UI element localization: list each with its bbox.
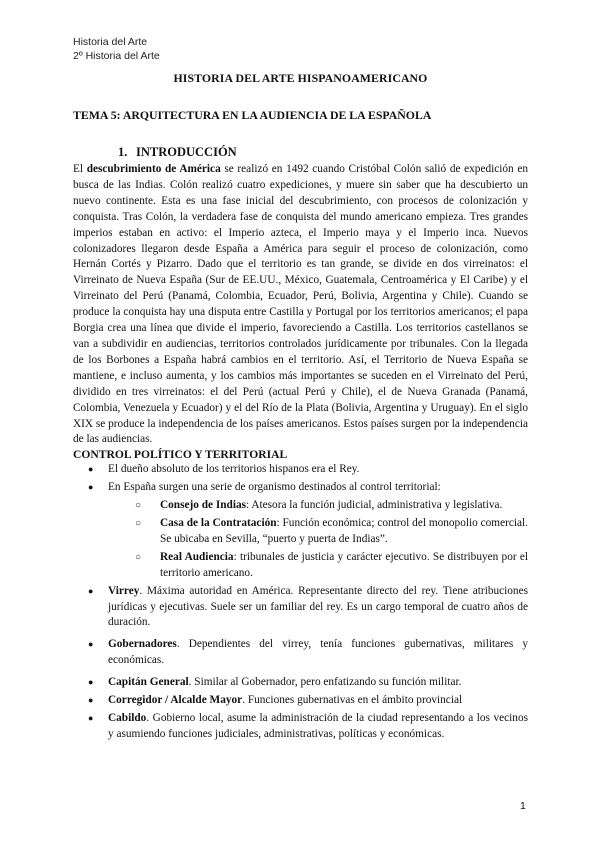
item-term: Virrey: [108, 584, 140, 597]
sublist-item: [73, 498, 528, 514]
tema-heading: TEMA 5: ARQUITECTURA EN LA AUDIENCIA DE LA ESPAÑOLA: [73, 108, 432, 122]
page-header: [73, 35, 160, 63]
document-title: HISTORIA DEL ARTE HISPANOAMERICANO: [173, 71, 428, 85]
section-heading: [73, 145, 528, 160]
item-term: Real Audiencia: [160, 550, 234, 563]
document-body: [73, 71, 528, 745]
item-text: : Función económica; control del monopolio comercial. Se ubicaba en Sevilla, “puerto y puerta de Indias”.: [160, 517, 528, 545]
list-item: [73, 637, 528, 669]
list-item: [73, 711, 528, 743]
control-list: [73, 462, 528, 743]
item-text: El dueño absoluto de los territorios hispanos era el Rey.: [108, 463, 360, 476]
intro-bold: descubrimiento de América: [86, 163, 221, 175]
control-heading: CONTROL POLÍTICO Y TERRITORIAL: [73, 448, 288, 462]
item-text: : tribunales de justicia y carácter ejecutivo. Se distribuyen por el territorio americano.: [160, 550, 529, 579]
item-text: . Similar al Gobernador, pero enfatizando su función militar.: [188, 676, 462, 689]
item-text: En España surgen una serie de organismo destinados al control territorial:: [108, 481, 441, 494]
item-text: . Funciones gubernativas en el ámbito provincial: [242, 694, 463, 707]
item-term: Casa de la Contratación: [160, 517, 277, 530]
intro-paragraph: [73, 162, 528, 448]
section-title: INTRODUCCIÓN: [136, 145, 237, 159]
item-text: . Gobierno local, asume la administración de la ciudad representando a los vecinos y asumiendo funciones judiciales, administrativas, políticas y económicas.: [108, 712, 528, 740]
list-item: [73, 675, 528, 691]
list-item: [73, 693, 528, 709]
header-course: Historia del Arte: [73, 36, 148, 48]
header-year: 2º Historia del Arte: [73, 50, 160, 62]
item-term: Consejo de Indias: [160, 499, 247, 512]
item-text: . Dependientes del virrey, tenía funciones gubernativas, militares y económicas.: [108, 638, 528, 667]
item-term: Corregidor / Alcalde Mayor: [108, 694, 243, 707]
page-number: 1: [520, 800, 526, 812]
intro-start: El: [73, 163, 87, 175]
sublist-item: [73, 516, 528, 548]
list-item: [73, 584, 528, 632]
item-term: Cabildo: [108, 712, 147, 724]
list-item: [73, 480, 528, 496]
sublist-item: [73, 550, 528, 582]
item-term: Capitán General: [108, 676, 189, 689]
item-text: . Máxima autoridad en América. Representante directo del rey. Tiene atribuciones jurídicas y ejecutivas. Suele ser un familiar del rey. Es un cargo temporal de cuatro años de duración.: [108, 584, 528, 629]
list-item: [73, 462, 528, 478]
item-term: Gobernadores: [108, 638, 177, 651]
section-number: 1.: [118, 145, 128, 159]
intro-rest: se realizó en 1492 cuando Cristóbal Colón salió de expedición en busca de las Indias. Colón realizó cuatro expediciones, y muere sin saber que ha descubierto un nuevo continente. Esta es una fase inicial del descubrimiento, con procesos de colonización y conquista. Tras Colón, la verdadera fase de conquista del mundo americano empieza. Tres grandes imperios estaban en activo: el Imperio azteca, el Imperio maya y el Imperio inca. Nuevos colonizadores llegaron desde España a América para seguir el proceso de colonización, como Hernán Cortés y Pizarro. Dado que el territorio es tan grande, se divide en dos virreinatos: el Virreinato de Nueva España (Sur de EE.UU., México, Guatemala, Centroamérica y El Caribe) y el Virreinato del Perú (Panamá, Colombia, Ecuador, Perú, Bolivia, Argentina y Chile). Cuando se produce la conquista hay una disputa entre Castilla y Portugal por los territorios americanos; el papa Borgia crea una línea que divide el imperio, favoreciendo a Castilla. Los territorios castellanos se van a subdividir en audiencias, territorios controlados jurídicamente por tribunales. Con la llegada de los Borbones a España habrá cambios en el territorio. Así, el Territorio de Nueva España se mantiene, e incluso aumenta, y los cambios más importantes se suceden en el Virreinato del Perú, dividido en tres virreinatos: el del Perú (actual Perú y Chile), el de Nueva Granada (Panamá, Colombia, Venezuela y Ecuador) y el del Río de la Plata (Bolivia, Argentina y Uruguay). En el siglo XIX se produce la independencia de los países americanos. Estos países surgen por la independencia de las audiencias.: [73, 163, 528, 446]
item-text: : Atesora la función judicial, administrativa y legislativa.: [246, 499, 503, 512]
